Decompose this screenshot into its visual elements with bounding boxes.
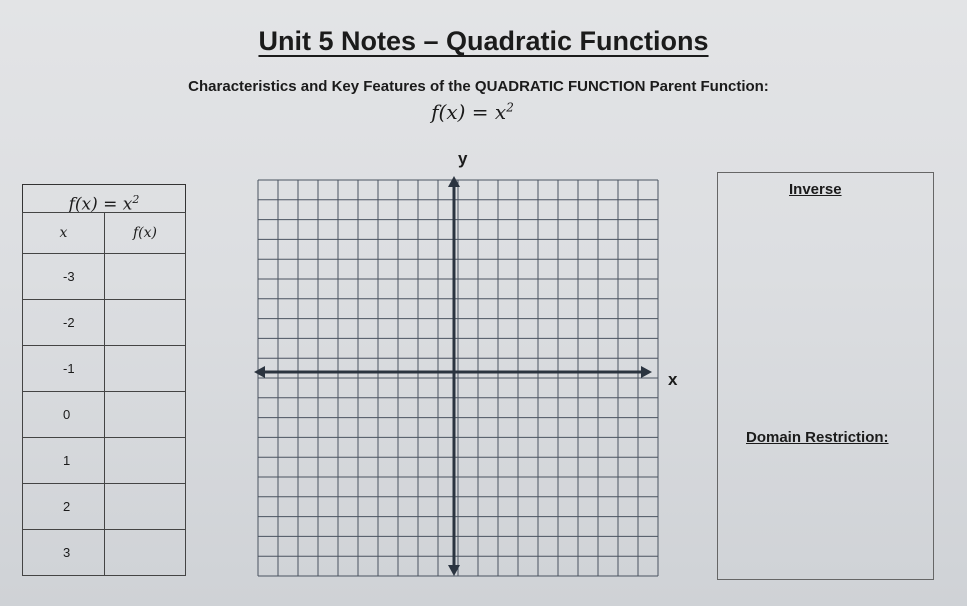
x-axis-left-arrow-icon — [254, 366, 265, 378]
page-title — [0, 26, 967, 57]
fx-cell[interactable] — [105, 438, 186, 484]
table-row — [23, 392, 186, 438]
formula-main: f(x) = x — [431, 100, 507, 124]
column-header-x: x — [23, 213, 105, 254]
coordinate-grid[interactable] — [252, 150, 682, 580]
table-row — [23, 484, 186, 530]
x-cell: -1 — [23, 346, 105, 392]
page-subtitle: Characteristics and Key Features of the QUADRATIC FUNCTION Parent Function: — [188, 78, 769, 95]
table-row — [23, 346, 186, 392]
x-cell: 0 — [23, 392, 105, 438]
x-cell: 2 — [23, 484, 105, 530]
fx-cell[interactable] — [105, 254, 186, 300]
fx-cell[interactable] — [105, 392, 186, 438]
page-title-text: Unit 5 Notes – Quadratic Functions — [258, 26, 709, 56]
grid-lines — [258, 180, 658, 576]
table-row — [23, 438, 186, 484]
y-axis-label: y — [458, 150, 468, 168]
table-title-main: f(x) = x — [68, 194, 133, 215]
inverse-label: Inverse — [789, 181, 842, 198]
x-cell: 1 — [23, 438, 105, 484]
fx-cell[interactable] — [105, 300, 186, 346]
table-title-exponent: 2 — [132, 193, 140, 206]
domain-restriction-label: Domain Restriction: — [746, 429, 889, 446]
table-row — [23, 530, 186, 576]
column-header-fx: f(x) — [105, 213, 186, 254]
x-cell: 3 — [23, 530, 105, 576]
x-axis-right-arrow-icon — [641, 366, 652, 378]
x-cell: -2 — [23, 300, 105, 346]
formula-exponent: 2 — [506, 100, 514, 115]
right-panel-box — [717, 172, 934, 580]
fx-cell[interactable] — [105, 530, 186, 576]
fx-cell[interactable] — [105, 346, 186, 392]
x-axis-label: x — [668, 370, 678, 389]
x-cell: -3 — [23, 254, 105, 300]
table-header-row — [23, 213, 186, 254]
table-row — [23, 254, 186, 300]
parent-function-formula — [0, 100, 945, 124]
values-table — [22, 212, 186, 576]
fx-cell[interactable] — [105, 484, 186, 530]
table-row — [23, 300, 186, 346]
